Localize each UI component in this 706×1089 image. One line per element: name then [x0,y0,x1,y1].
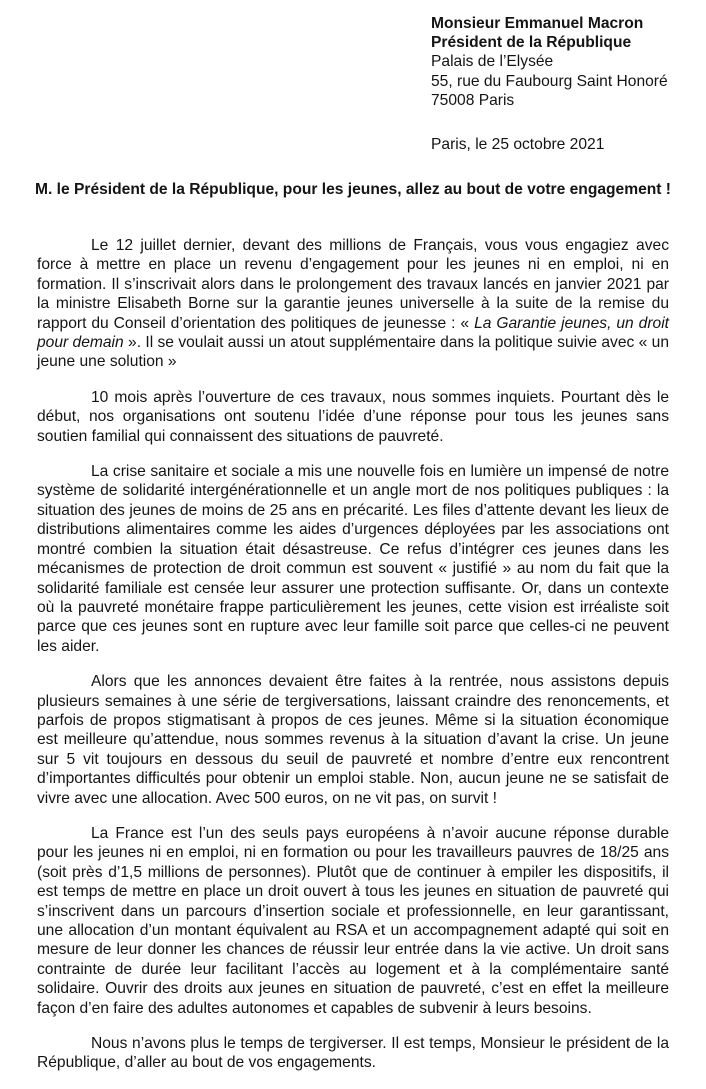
paragraph-text: ». Il se voulait aussi un atout supplémentaire dans la politique suivie avec « un jeune une solution » [37,334,670,371]
date-line: Paris, le 25 octobre 2021 [431,136,605,153]
recipient-address-line: 75008 Paris [431,91,515,109]
paragraph: 10 mois après l’ouverture de ces travaux, nous sommes inquiets. Pourtant dès le début, nos organisations ont soutenu l’idée d’une réponse pour tous les jeunes sans soutien familial qui connaissent des situations de pauvreté. [37,388,669,445]
recipient-address-line: 55, rue du Faubourg Saint Honoré [431,72,668,90]
recipient-address-line: Palais de l’Elysée [431,53,554,71]
paragraph: Nous n’avons plus le temps de tergiverser. Il est temps, Monsieur le président de la République, d’aller au bout de vos engagements. [37,1035,669,1072]
recipient-block [431,14,668,110]
quoted-report-title: La Garantie jeunes, un droit pour demain [37,314,669,352]
recipient-name: Monsieur Emmanuel Macron [431,15,644,32]
recipient-role: Président de la République [431,34,632,52]
paragraph [37,236,669,372]
paragraph: La crise sanitaire et sociale a mis une nouvelle fois en lumière un impensé de notre système de solidarité intergénérationnelle et un angle mort de nos politiques publiques : la situation des jeunes de moins de 25 ans en précarité. Les files d’attente devant les lieux de distributions alimentaires comme les aides d’urgences déployées par les associations ont montré combien la situation était désastreuse. Ce refus d’intégrer ces jeunes dans les mécanismes de protection de droit commun est souvent « justifié » au nom du fait que la solidarité familiale est censée leur assurer une protection suffisante. Or, dans un contexte où la pauvreté monétaire frappe particulièrement les jeunes, cette vision est irréaliste soit parce que ces jeunes sont en rupture avec leur famille soit parce que celles-ci ne peuvent les aider. [37,463,669,655]
letter-body [37,236,669,1089]
paragraph-text: Le 12 juillet dernier, devant des millions de Français, vous vous engagiez avec force à mettre en place un revenu d’engagement pour les jeunes ni en emploi, ni en formation. Il s’inscrivait alors dans le prolongement des travaux lancés en janvier 2021 par la ministre Elisabeth Borne sur la garantie jeunes universelle à la suite de la remise du rapport du Conseil d’orientation des politiques de jeunesse : « [37,237,669,332]
letter-title: M. le Président de la République, pour les jeunes, allez au bout de votre engagement ! [34,181,671,198]
paragraph: La France est l’un des seuls pays européens à n’avoir aucune réponse durable pour les jeunes ni en emploi, ni en formation ou pour les travailleurs pauvres de 18/25 ans (soit près d’1,5 millions de personnes). Plutôt que de continuer à empiler les dispositifs, il est temps de mettre en place un droit ouvert à tous les jeunes en situation de pauvreté qui s’inscrivent dans un parcours d’insertion sociale et professionnelle, en leur garantissant, une allocation d’un montant équivalent au RSA et un accompagnement adapté qui soit en mesure de leur donner les chances de réussir leur entrée dans la vie active. Un droit sans contrainte de durée leur facilitant l’accès au logement et à la complémentaire santé solidaire. Ouvrir des droits aux jeunes en situation de pauvreté, c’est en effet la meilleure façon d’en faire des adultes autonomes et capables de subvenir à leurs besoins. [37,824,669,1017]
paragraph: Alors que les annonces devaient être faites à la rentrée, nous assistons depuis plusieurs semaines à une série de tergiversations, laissant craindre des renoncements, et parfois de propos stigmatisant à propos de ces jeunes. Même si la situation économique est meilleure qu’attendue, nous sommes revenus à la situation d’avant la crise. Un jeune sur 5 vit toujours en dessous du seuil de pauvreté et nombre d’entre eux rencontrent d’importantes difficultés pour obtenir un emploi stable. Non, aucun jeune ne se satisfait de vivre avec une allocation. Avec 500 euros, on ne vit pas, on survit ! [37,673,669,807]
